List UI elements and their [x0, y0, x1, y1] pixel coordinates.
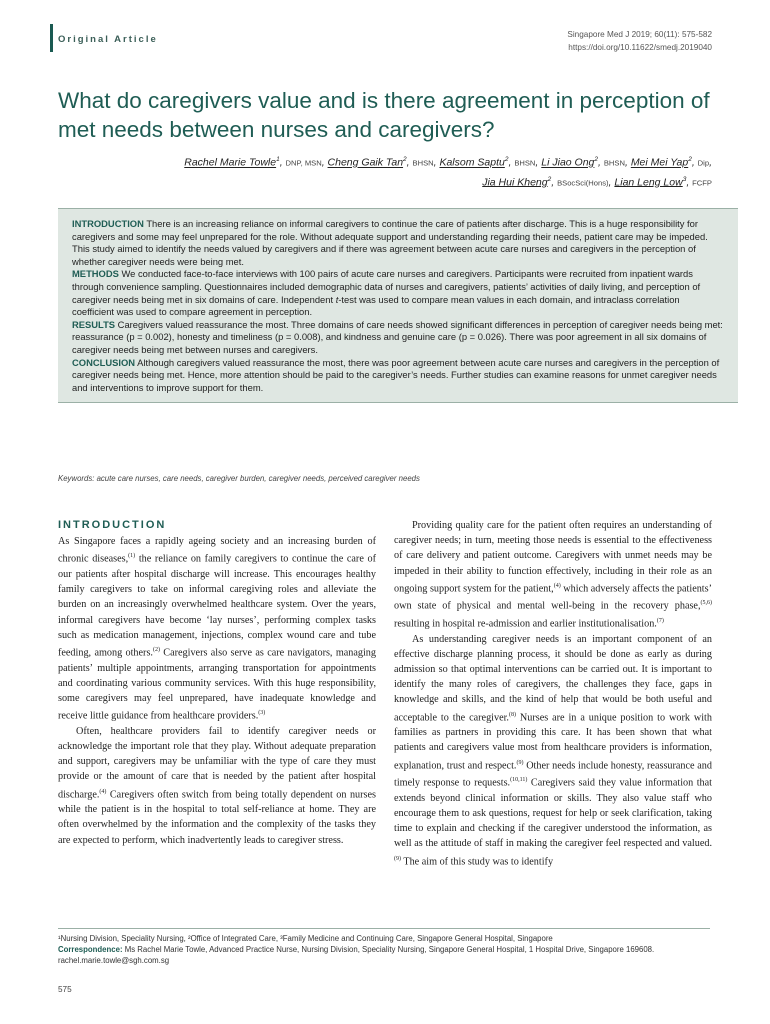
abstract-heading: CONCLUSION	[72, 356, 136, 368]
correspondence-email[interactable]: rachel.marie.towle@sgh.com.sg	[58, 956, 170, 965]
author-degree: BHSN	[412, 158, 434, 168]
author-affiliation: 2	[688, 156, 692, 163]
author-name: Jia Hui Kheng	[482, 176, 548, 188]
author-degree: BHSN	[514, 158, 536, 168]
citation-ref[interactable]: (7)	[656, 618, 664, 624]
citation-ref[interactable]: (5,6)	[700, 600, 712, 607]
abstract-results	[72, 319, 724, 357]
author-affiliation: 2	[504, 156, 509, 163]
footnote-divider	[58, 928, 710, 929]
journal-citation-block	[567, 28, 712, 54]
section-heading: INTRODUCTION	[58, 519, 167, 531]
author-name: Rachel Marie Towle	[184, 156, 277, 169]
citation-ref[interactable]: (3)	[258, 710, 266, 717]
body-paragraph	[394, 632, 712, 870]
abstract-conclusion	[72, 357, 724, 395]
abstract-text: t	[335, 293, 339, 305]
correspondence-label: Correspondence:	[58, 945, 123, 954]
body-text: As understanding caregiver needs is an important component of an effective discharge planning process, it should be done as early as during admission so that optimal interventions can be carried out. It is important to identify the many roles of caregivers, the challenges they face, gaps in knowledge and skills, and the kind of help that would be both useful and acceptable to the caregiver.	[394, 633, 712, 723]
body-text: Caregivers also serve as care navigators, managing patients’ multiple appointments, arranging transportation for appointments and coordinating various community services. With this huge responsibility, some caregivers may feel unprepared, have inadequate knowledge and receive little guidance from healthcare providers.	[58, 647, 376, 722]
abstract-text: -test was used to compare mean values in each domain, and intraclass correlation coefficient was used to compare agreement in perception.	[72, 293, 680, 318]
author-affiliation: 2	[547, 175, 552, 183]
citation-ref[interactable]: (1)	[128, 553, 136, 560]
abstract-heading: METHODS	[72, 268, 119, 280]
author-affiliation: 1	[276, 156, 280, 163]
abstract-text: We conducted face-to-face interviews with 100 pairs of acute care nurses and caregivers. Participants were recruited from inpatient wards through convenience sampling. Questionnaires included demographic data of nurses and caregivers, patients’ activities of daily living, and perception of caregiver needs being met in six domains of care. Independent	[72, 268, 701, 305]
author-name: Cheng Gaik Tan	[327, 156, 404, 169]
body-text: As Singapore faces a rapidly ageing society and an increasing burden of chronic diseases,	[58, 536, 376, 565]
abstract-box	[58, 208, 738, 403]
citation-ref[interactable]: (4)	[553, 582, 561, 589]
body-column-right	[394, 518, 712, 869]
body-paragraph	[394, 518, 712, 632]
author-affiliation: 3	[682, 175, 687, 183]
body-text: Caregivers often switch from being totally dependent on nurses while the patient is in the hospital to total self-reliance at home. They are often overwhelmed by the information and the complexity of the tasks they are expected to perform, which inadvertently leads to caregiver stress.	[58, 789, 376, 846]
abstract-heading: RESULTS	[72, 318, 116, 330]
abstract-text: Although caregivers valued reassurance the most, there was poor agreement between acute care nurses and caregivers in the perception of caregiver needs being met. Hence, more attention should be paid to the caregiver’s needs. Further studies can examine reasons for unmet caregiver needs and interventions to improve support for them.	[72, 356, 720, 393]
author-degree: BSocSci(Hons)	[557, 178, 609, 187]
article-title: What do caregivers value and is there agreement in perception of met needs between nurses and caregivers?	[58, 88, 710, 142]
author-name: Li Jiao Ong	[541, 156, 595, 169]
correspondence-text: Ms Rachel Marie Towle, Advanced Practice Nurse, Nursing Division, Speciality Nursing, Singapore General Hospital, 1 Hospital Drive, Singapore 169608.	[122, 945, 655, 954]
abstract-methods	[72, 268, 724, 318]
abstract-introduction	[72, 218, 724, 268]
author-affiliation: 2	[594, 156, 599, 163]
body-text: Caregivers said they value information that extends beyond clinical information or skills. They also value staff who encourage them to ask questions, request for help or seek clarification, taking time to explain and checking if the caregiver understood the information, as well as the attitude of staff in making the caregiver feel respected and valued.	[394, 777, 713, 850]
keywords: Keywords: acute care nurses, care needs, caregiver burden, caregiver needs, perceived caregiver needs	[58, 474, 420, 483]
body-text: Nurses are in a unique position to work with families as partners in providing this care. It has been shown that what patients and caregivers value most from healthcare providers is information, explanation, trust and respect.	[394, 712, 712, 771]
body-text: Often, healthcare providers fail to identify caregiver needs or acknowledge the important role that they play. Without adequate preparation and support, caregivers may be unfamiliar with the type of care they must provide or the amount of care that is needed by the patient after hospital discharge.	[58, 725, 376, 801]
section-marker-bar	[50, 24, 53, 52]
author-name: Mei Mei Yap	[630, 156, 689, 169]
body-text: resulting in hospital re-admission and earlier institutionalisation.	[394, 618, 657, 630]
author-degree: Dip	[697, 158, 710, 168]
citation-ref[interactable]: (8)	[508, 711, 516, 718]
journal-citation: Singapore Med J 2019; 60(11): 575-582	[567, 30, 712, 39]
body-text: which adversely affects the patients’ own state of physical and mental well-being in the recovery phase,	[394, 583, 712, 612]
citation-ref[interactable]: (10,11)	[510, 777, 528, 784]
body-text: The aim of this study was to identify	[401, 856, 554, 867]
author-degree: FCFP	[692, 178, 712, 187]
abstract-heading: INTRODUCTION	[72, 218, 144, 229]
author-affiliation: 2	[403, 156, 407, 163]
abstract-text: There is an increasing reliance on informal caregivers to continue the care of patients after discharge. This is a huge responsibility for caregivers and some may feel unprepared for the role. Without adequate support and understanding regarding their needs, patient care may be impeded. This study aimed to identify the needs valued by caregivers and if there was agreement between acute care nurses and caregivers in the perception of whether caregiver needs were being met.	[72, 218, 708, 267]
page-number: 575	[58, 985, 72, 994]
citation-ref[interactable]: (9)	[516, 759, 524, 766]
author-degree: BHSN	[603, 158, 625, 168]
body-column-left	[58, 518, 376, 848]
doi-link[interactable]: https://doi.org/10.11622/smedj.2019040	[568, 43, 712, 52]
author-degree: DNP, MSN	[285, 158, 322, 168]
affiliations-footnote: ¹Nursing Division, Speciality Nursing, ²Office of Integrated Care, ³Family Medicine and Continuing Care, Singapore General Hospital, Singapore	[58, 934, 553, 943]
author-name: Kalsom Saptu	[439, 156, 505, 169]
correspondence-footnote	[58, 944, 710, 966]
body-text: Other needs include honesty, reassurance and timely response to requests.	[394, 760, 712, 789]
body-text: Providing quality care for the patient often requires an understanding of caregiver needs; in turn, meeting those needs is essential to the effectiveness of care delivery and patient outcome. Caregivers with unmet needs may be impeded in their ability to function effectively, including in their role as an ongoing support system for the patient,	[394, 520, 712, 595]
body-text: the reliance on family caregivers to continue the care of our patients after hospital discharge will increase. This encourages healthy family caregivers to take on informal caregiving roles and alleviate the burden on an increasingly overwhelmed healthcare system. Over the years, informal caregivers have become ‘lay nurses’, performing complex tasks such as medication management, injections, complex wound care and tube feeding, among others.	[58, 553, 376, 659]
section-label: Original Article	[58, 34, 158, 45]
citation-ref[interactable]: (9)	[394, 855, 401, 862]
body-paragraph	[58, 534, 376, 724]
abstract-text: Caregivers valued reassurance the most. Three domains of care needs showed significant differences in perception of caregiver needs being met: reassurance (p = 0.002), honesty and timeliness (p = 0.008), and kindness and genuine care (p = 0.026). There was poor agreement in all six domains of caregiver needs being met between nurses and caregivers.	[72, 318, 723, 355]
citation-ref[interactable]: (4)	[99, 788, 107, 795]
author-name: Lian Leng Low	[614, 176, 683, 188]
body-paragraph	[58, 724, 376, 848]
citation-ref[interactable]: (2)	[152, 647, 160, 654]
author-list: Rachel Marie Towle$^1$, DNP, MSN, Cheng Gaik Tan$^2$, BHSN, Kalsom Saptu$^2$, BHSN, Li Jiao Ong$^2$, BHSN, Mei Mei Yap$^2$, Dip, Jia Hui Kheng$^2$, BSocSci(Hons), Lian Leng Low$^3$, FCFP	[184, 156, 712, 188]
